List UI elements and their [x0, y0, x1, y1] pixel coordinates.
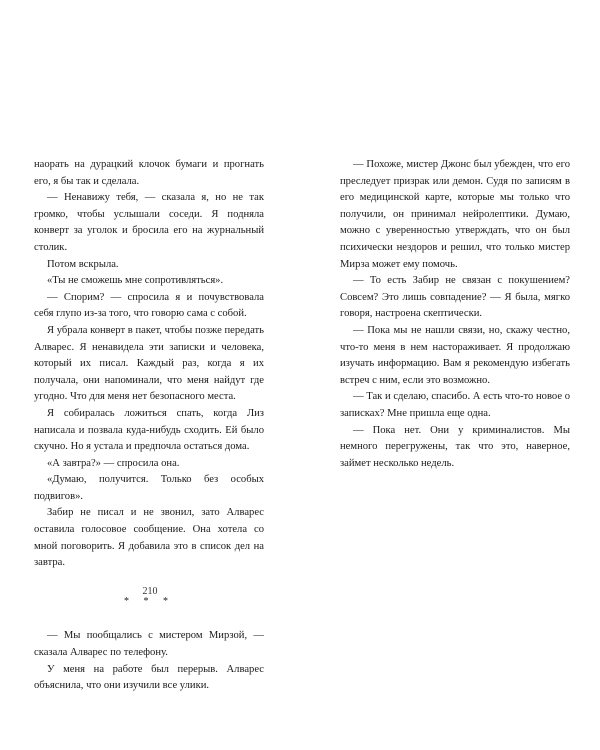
paragraph: Потом вскрыла.: [47, 258, 119, 270]
paragraph: — Пока мы не нашли связи, но, скажу честно, что-то меня в нем настораживает. Я продолжаю изучать информацию. Вам я рекомендую избегать встреч с ним, если это возможно.: [340, 324, 570, 386]
left-page-text: [34, 157, 264, 695]
paragraph: — Так и сделаю, спасибо. А есть что-то новое о записках? Мне пришла еще одна.: [340, 391, 570, 419]
paragraph: Я собиралась ложиться спать, когда Лиз написала и позвала куда-нибудь сходить. Ей было скучно. Но я устала и предпочла остаться дома.: [34, 407, 264, 453]
paragraph: наорать на дурацкий клочок бумаги и прогнать его, я бы так и сделала.: [34, 159, 264, 187]
paragraph: — Пока нет. Они у криминалистов. Мы немного перегружены, так что это, наверное, займет несколько недель.: [340, 424, 570, 469]
paragraph: — Ненавижу тебя, — сказала я, но не так громко, чтобы услышали соседи. Я подняла конверт за уголок и бросила его на журнальный столик.: [34, 192, 264, 253]
paragraph: «Думаю, получится. Только без особых подвигов».: [34, 474, 264, 502]
paragraph: — То есть Забир не связан с покушением? Совсем? Это лишь совпадение? — Я была, мягко говоря, настроена скептически.: [340, 275, 570, 320]
paragraph: Я убрала конверт в пакет, чтобы позже передать Алварес. Я ненавидела эти записки и человека, который их писал. Каждый раз, когда я их получала, они напоминали, что меня найдут где угодно. Что для меня нет безопасного места.: [34, 324, 264, 403]
paragraph: «Ты не сможешь мне сопротивляться».: [47, 275, 224, 287]
right-page: [300, 0, 600, 750]
section-separator: * * *: [124, 595, 174, 607]
paragraph: Забир не писал и не звонил, зато Алварес оставила голосовое сообщение. Она хотела со мной поговорить. Я добавила это в список дел на завтра.: [34, 507, 264, 569]
paragraph: «А завтра?» — спросила она.: [47, 457, 180, 469]
right-page-text: [340, 157, 570, 472]
page-number: 210: [142, 586, 158, 597]
paragraph: — Спорим? — спросила я и почувствовала себя глупо из-за того, что говорю сама с собой.: [34, 291, 264, 320]
paragraph: — Похоже, мистер Джонс был убежден, что его преследует призрак или демон. Судя по записям в его медицинской карте, которые мы только что получили, он принимал нейролептики. Думаю, можно с уверенностью утверждать, что он был психически нездоров и решил, что только мистер Мирза может ему помочь.: [340, 159, 570, 270]
paragraph: — Мы пообщались с мистером Мирзой, — сказала Алварес по телефону.: [34, 630, 264, 659]
paragraph: У меня на работе был перерыв. Алварес объяснила, что они изучили все улики.: [34, 663, 264, 692]
